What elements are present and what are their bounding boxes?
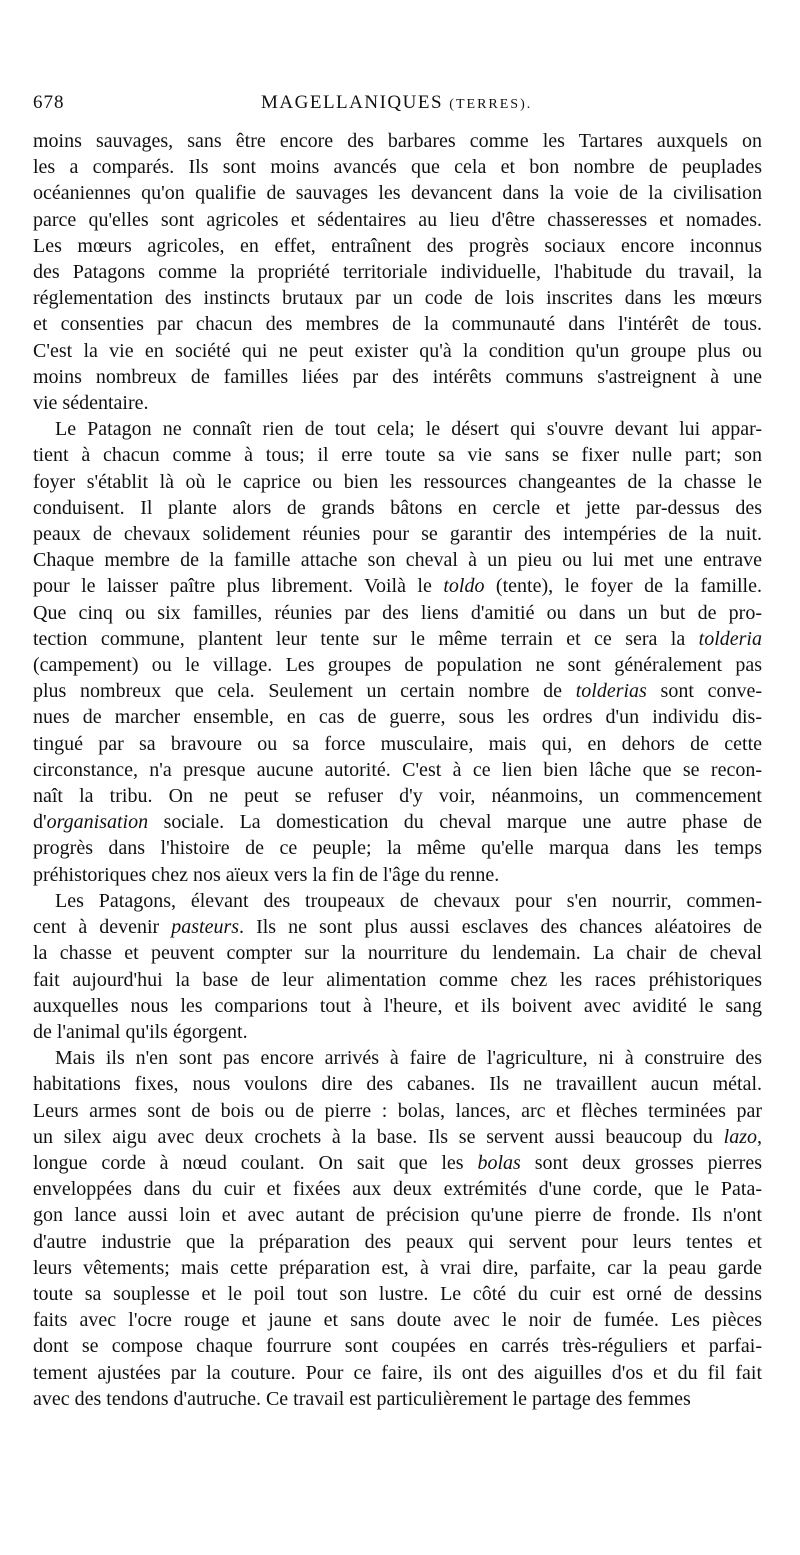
text-line: progrès dans l'histoire de ce peuple; la même qu'elle marqua dans les temps bbox=[33, 837, 762, 860]
text-line: circonstance, n'a presque aucune autorité. C'est à ce lien bien lâche que se recon- bbox=[33, 758, 762, 781]
text-line: tient à chacun comme à tous; il erre toute sa vie sans se fixer nulle part; son bbox=[33, 444, 762, 467]
text-line: moins nombreux de familles liées par des intérêts communs s'astreignent à une bbox=[33, 365, 762, 388]
text-line: d'autre industrie que la préparation des peaux qui servent pour leurs tentes et bbox=[33, 1230, 762, 1253]
text-line: la chasse et peuvent compter sur la nourriture du lendemain. La chair de cheval bbox=[33, 942, 762, 965]
text-line: nues de marcher ensemble, en cas de guerre, sous les ordres d'un individu dis- bbox=[33, 706, 762, 729]
text-line: tement ajustées par la couture. Pour ce faire, ils ont des aiguilles d'os et du fil fait bbox=[33, 1361, 762, 1384]
text-line: gon lance aussi loin et avec autant de précision qu'une pierre de fronde. Ils n'ont bbox=[33, 1204, 762, 1227]
text-line: Mais ils n'en sont pas encore arrivés à faire de l'agriculture, ni à construire des bbox=[55, 1047, 762, 1070]
text-line: naît la tribu. On ne peut se refuser d'y voir, néanmoins, un commencement bbox=[33, 785, 762, 808]
text-line: pour le laisser paître plus librement. Voilà le toldo (tente), le foyer de la famille. bbox=[33, 575, 762, 598]
text-line: moins sauvages, sans être encore des barbares comme les Tartares auxquels on bbox=[33, 130, 762, 152]
page-header bbox=[33, 92, 763, 116]
paragraph bbox=[33, 416, 762, 888]
text-line: longue corde à nœud coulant. On sait que les bolas sont deux grosses pierres bbox=[33, 1151, 762, 1174]
text-line: les a comparés. Ils sont moins avancés que cela et bon nombre de peuplades bbox=[33, 156, 762, 179]
body-text bbox=[33, 128, 762, 1412]
text-line: réglementation des instincts brutaux par un code de lois inscrites dans les mœurs bbox=[33, 287, 762, 310]
text-line: enveloppées dans du cuir et fixées aux deux extrémités d'une corde, que le Pata- bbox=[33, 1178, 762, 1201]
text-line: toute sa souplesse et le poil tout son lustre. Le côté du cuir est orné de dessins bbox=[33, 1282, 762, 1305]
page-number: 678 bbox=[33, 92, 65, 113]
text-line: parce qu'elles sont agricoles et sédentaires au lieu d'être chasseresses et nomades. bbox=[33, 208, 762, 231]
text-line: préhistoriques chez nos aïeux vers la fin de l'âge du renne. bbox=[33, 863, 500, 886]
text-line: conduisent. Il plante alors de grands bâtons en cercle et jette par-dessus des bbox=[33, 496, 762, 519]
paragraph bbox=[33, 1045, 762, 1412]
text-line: habitations fixes, nous voulons dire des cabanes. Ils ne travaillent aucun métal. bbox=[33, 1073, 762, 1096]
text-line: vie sédentaire. bbox=[33, 392, 149, 415]
text-line: foyer s'établit là où le caprice ou bien les ressources changeantes de la chasse le bbox=[33, 470, 762, 493]
text-line: peaux de chevaux solidement réunies pour se garantir des intempéries de la nuit. bbox=[33, 523, 762, 546]
text-line: faits avec l'ocre rouge et jaune et sans doute avec le noir de fumée. Les pièces bbox=[33, 1309, 762, 1332]
text-line: d'organisation sociale. La domestication du cheval marque une autre phase de bbox=[33, 811, 762, 834]
text-line: de l'animal qu'ils égorgent. bbox=[33, 1020, 248, 1043]
text-line: Les mœurs agricoles, en effet, entraînent des progrès sociaux encore inconnus bbox=[33, 234, 762, 257]
text-line: leurs vêtements; mais cette préparation est, à vrai dire, parfaite, car la peau garde bbox=[33, 1256, 762, 1279]
text-line: un silex aigu avec deux crochets à la base. Ils se servent aussi beaucoup du lazo, bbox=[33, 1125, 762, 1148]
text-line: auxquelles nous les comparions tout à l'heure, et ils boivent avec avidité le sang bbox=[33, 994, 762, 1017]
paragraph bbox=[33, 128, 762, 416]
running-head-title: MAGELLANIQUES bbox=[261, 92, 444, 113]
text-line: cent à devenir pasteurs. Ils ne sont plus aussi esclaves des chances aléatoires de bbox=[33, 916, 762, 939]
text-line: Les Patagons, élevant des troupeaux de chevaux pour s'en nourrir, commen- bbox=[55, 889, 762, 912]
paragraph bbox=[33, 888, 762, 1045]
text-line: tection commune, plantent leur tente sur le même terrain et ce sera la tolderia bbox=[33, 627, 762, 650]
text-line: avec des tendons d'autruche. Ce travail est particulièrement le partage des femmes bbox=[33, 1387, 691, 1410]
text-line: fait aujourd'hui la base de leur alimentation comme chez les races préhistoriques bbox=[33, 968, 762, 991]
text-line: Leurs armes sont de bois ou de pierre : bolas, lances, arc et flèches terminées par bbox=[33, 1099, 762, 1122]
text-line: plus nombreux que cela. Seulement un certain nombre de tolderias sont conve- bbox=[33, 680, 762, 703]
running-head-subtitle: (TERRES). bbox=[449, 97, 533, 112]
text-line: dont se compose chaque fourrure sont coupées en carrés très-réguliers et parfai- bbox=[33, 1335, 762, 1358]
text-line: (campement) ou le village. Les groupes de population ne sont généralement pas bbox=[33, 654, 762, 677]
text-line: tingué par sa bravoure ou sa force musculaire, mais qui, en dehors de cette bbox=[33, 732, 762, 755]
text-line: océaniennes qu'on qualifie de sauvages les devancent dans la voie de la civilisation bbox=[33, 182, 762, 205]
text-line: Le Patagon ne connaît rien de tout cela; le désert qui s'ouvre devant lui appar- bbox=[55, 418, 762, 441]
text-line: des Patagons comme la propriété territoriale individuelle, l'habitude du travail, la bbox=[33, 261, 762, 284]
text-line: C'est la vie en société qui ne peut exister qu'à la condition qu'un groupe plus ou bbox=[33, 339, 762, 362]
text-line: et consenties par chacun des membres de la communauté dans l'intérêt de tous. bbox=[33, 313, 762, 336]
text-line: Chaque membre de la famille attache son cheval à un pieu ou lui met une entrave bbox=[33, 549, 762, 572]
running-head bbox=[261, 92, 532, 114]
text-line: Que cinq ou six familles, réunies par des liens d'amitié ou dans un but de pro- bbox=[33, 601, 762, 624]
